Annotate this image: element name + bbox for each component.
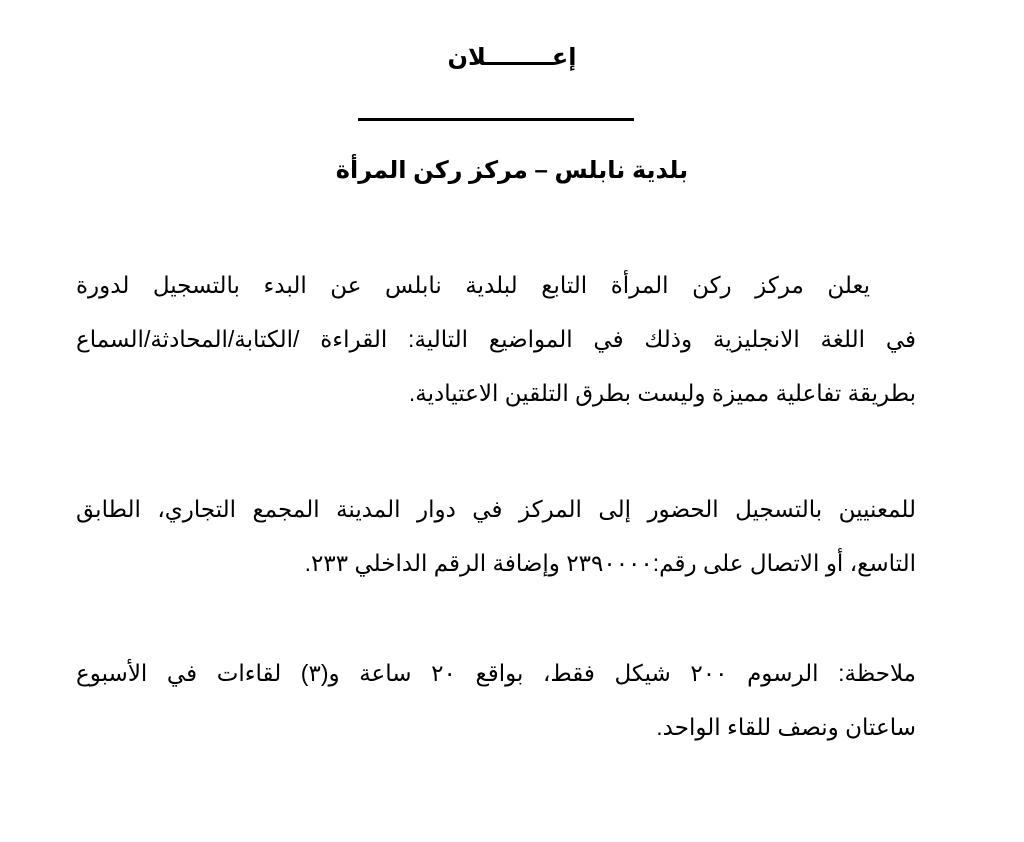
announcement-title: إعــــــــلان (447, 44, 577, 71)
title-underline-divider (358, 118, 634, 121)
paragraph-line: للمعنيين بالتسجيل الحضور إلى المركز في دوار المدينة المجمع التجاري، الطابق (76, 496, 916, 522)
paragraph-line: التاسع، أو الاتصال على رقم:٢٣٩٠٠٠٠ وإضافة الرقم الداخلي ٢٣٣. (304, 550, 916, 576)
paragraph-line: ملاحظة: الرسوم ٢٠٠ شيكل فقط، بواقع ٢٠ ساعة و(٣) لقاءات في الأسبوع (76, 660, 917, 686)
paragraph-line: يعلن مركز ركن المرأة التابع لبلدية نابلس عن البدء بالتسجيل لدورة (76, 272, 870, 298)
paragraph-course-intro (76, 258, 916, 420)
paragraph-line: بطريقة تفاعلية مميزة وليست بطرق التلقين الاعتيادية. (408, 380, 916, 406)
paragraph-line: ساعتان ونصف للقاء الواحد. (656, 714, 916, 740)
paragraph-fees-note (76, 646, 916, 754)
announcement-subtitle: بلدية نابلس – مركز ركن المرأة (335, 157, 689, 184)
paragraph-line: في اللغة الانجليزية وذلك في المواضيع التالية: القراءة /الكتابة/المحادثة/السماع (76, 326, 916, 352)
paragraph-registration-info (76, 482, 916, 590)
